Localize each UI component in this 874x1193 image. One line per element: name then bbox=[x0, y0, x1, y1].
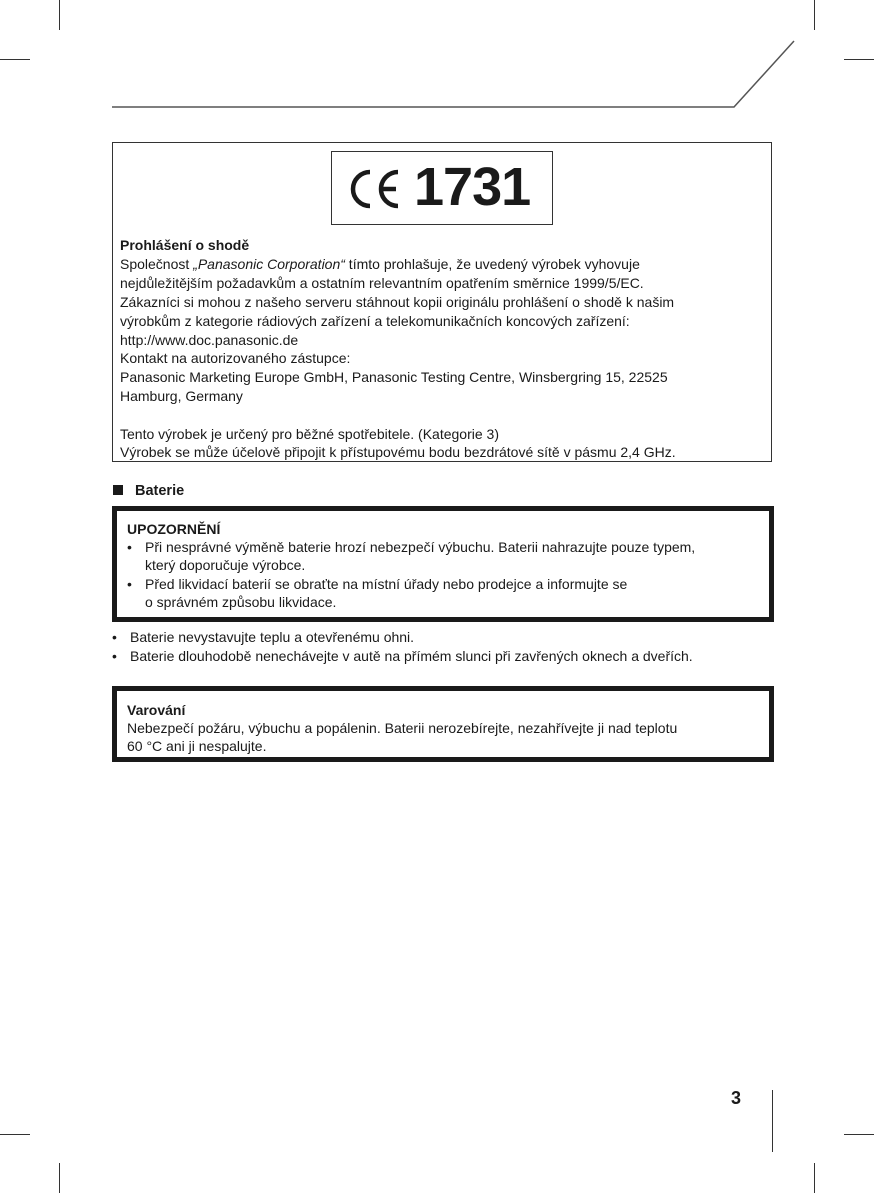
bullet-icon: • bbox=[127, 576, 132, 592]
declaration-line: Zákazníci si mohou z našeho serveru stáhnout kopii originálu prohlášení o shodě k našim bbox=[120, 294, 675, 310]
warning-text: 60 °C ani ji nespalujte. bbox=[127, 738, 267, 754]
section-heading bbox=[113, 482, 184, 500]
page-number-rule bbox=[772, 1090, 773, 1152]
crop-mark bbox=[59, 1163, 60, 1193]
ce-notified-body-number: 1731 bbox=[414, 157, 531, 217]
bullet-icon: • bbox=[112, 629, 117, 645]
warning-box bbox=[112, 686, 774, 762]
bullet-icon: • bbox=[127, 539, 132, 555]
declaration-line: nejdůležitějším požadavkům a ostatním relevantním opatřením směrnice 1999/5/EC. bbox=[120, 275, 644, 291]
caution-item: Před likvidací baterií se obraťte na místní úřady nebo prodejce a informujte se bbox=[145, 576, 628, 592]
ce-logo-icon bbox=[346, 166, 406, 212]
bullet-icon: • bbox=[112, 648, 117, 664]
declaration-line: Kontakt na autorizovaného zástupce: bbox=[120, 350, 351, 366]
declaration-title: Prohlášení o shodě bbox=[120, 237, 250, 253]
header-rule bbox=[0, 0, 874, 120]
crop-mark bbox=[814, 1163, 815, 1193]
declaration-line: Tento výrobek je určený pro běžné spotřebitele. (Kategorie 3) bbox=[120, 426, 499, 442]
declaration-box bbox=[112, 142, 772, 462]
declaration-text: tímto prohlašuje, že uvedený výrobek vyhovuje bbox=[344, 256, 640, 272]
warning-title: Varování bbox=[127, 702, 186, 718]
declaration-line: výrobkům z kategorie rádiových zařízení a telekomunikačních koncových zařízení: bbox=[120, 313, 630, 329]
caution-title: UPOZORNĚNÍ bbox=[127, 521, 221, 537]
caution-item: Při nesprávné výměně baterie hrozí nebezpečí výbuchu. Baterii nahrazujte pouze typem, bbox=[145, 539, 696, 555]
battery-note: Baterie dlouhodobě nenechávejte v autě na přímém slunci při zavřených oknech a dveřích. bbox=[130, 648, 693, 664]
declaration-line bbox=[120, 255, 770, 273]
caution-item: o správném způsobu likvidace. bbox=[145, 594, 337, 610]
declaration-url: http://www.doc.panasonic.de bbox=[120, 332, 299, 348]
declaration-line: Panasonic Marketing Europe GmbH, Panasonic Testing Centre, Winsbergring 15, 22525 bbox=[120, 369, 668, 385]
crop-mark bbox=[0, 1134, 30, 1135]
section-heading-label: Baterie bbox=[135, 483, 185, 499]
battery-note: Baterie nevystavujte teplu a otevřenému ohni. bbox=[130, 629, 415, 645]
square-bullet-icon bbox=[113, 485, 123, 495]
warning-text: Nebezpečí požáru, výbuchu a popálenin. Baterii nerozebírejte, nezahřívejte ji nad teplotu bbox=[127, 720, 678, 736]
page-number: 3 bbox=[731, 1088, 742, 1108]
caution-box bbox=[112, 506, 774, 622]
company-name: „Panasonic Corporation“ bbox=[193, 256, 345, 272]
declaration-line: Hamburg, Germany bbox=[120, 388, 243, 404]
crop-mark bbox=[844, 1134, 874, 1135]
ce-mark bbox=[331, 151, 553, 225]
declaration-line: Výrobek se může účelově připojit k přístupovému bodu bezdrátové sítě v pásmu 2,4 GHz. bbox=[120, 444, 676, 460]
caution-item: který doporučuje výrobce. bbox=[145, 557, 306, 573]
declaration-text: Společnost bbox=[120, 256, 194, 272]
